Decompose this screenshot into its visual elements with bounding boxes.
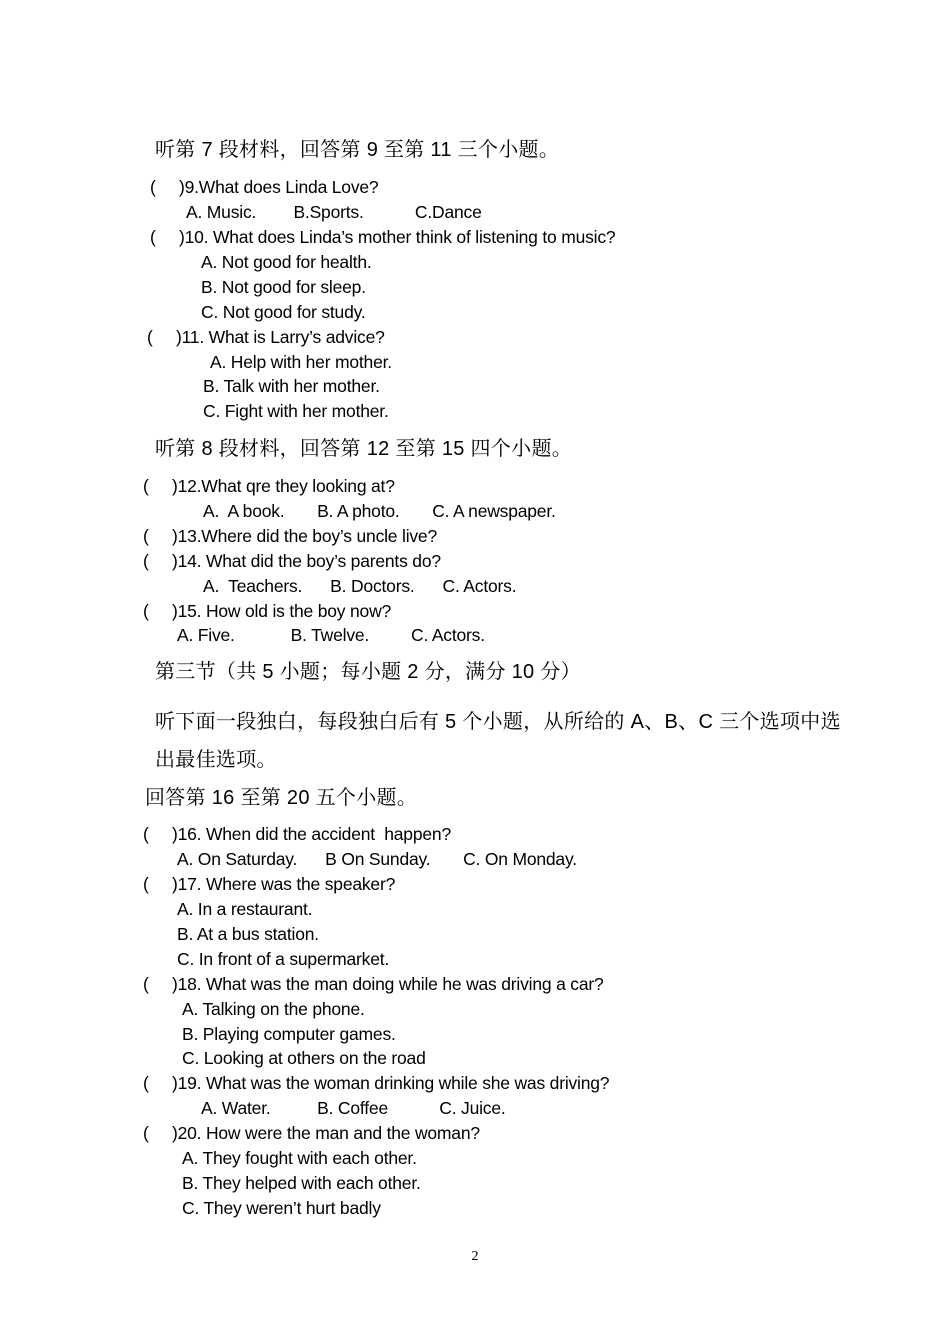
question-19: ( )19. What was the woman drinking while she was driving? [143, 1073, 610, 1093]
question-17-option-b: B. At a bus station. [177, 924, 319, 944]
part-3-instruction-line-2: 出最佳选项。 [155, 749, 277, 771]
question-18-option-b: B. Playing computer games. [182, 1024, 396, 1044]
question-13: ( )13.Where did the boy’s uncle live? [143, 526, 437, 546]
question-20-option-a: A. They fought with each other. [182, 1148, 417, 1168]
question-15: ( )15. How old is the boy now? [143, 601, 392, 621]
part-3-sub-heading: 回答第 16 至第 20 五个小题。 [145, 787, 418, 809]
question-11-option-b: B. Talk with her mother. [203, 376, 380, 396]
question-20: ( )20. How were the man and the woman? [143, 1123, 480, 1143]
question-10-option-c: C. Not good for study. [201, 302, 366, 322]
question-9-options: A. Music. B.Sports. C.Dance [186, 202, 482, 222]
question-17-option-c: C. In front of a supermarket. [177, 949, 390, 969]
question-14-options: A. Teachers. B. Doctors. C. Actors. [203, 576, 517, 596]
question-20-option-b: B. They helped with each other. [182, 1173, 421, 1193]
section-8-heading: 听第 8 段材料，回答第 12 至第 15 四个小题。 [155, 438, 573, 460]
question-18: ( )18. What was the man doing while he was driving a car? [143, 974, 604, 994]
question-10-option-a: A. Not good for health. [201, 252, 372, 272]
question-18-option-a: A. Talking on the phone. [182, 999, 365, 1019]
question-9: ( )9.What does Linda Love? [150, 177, 379, 197]
question-20-option-c: C. They weren’t hurt badly [182, 1198, 381, 1218]
question-15-options: A. Five. B. Twelve. C. Actors. [177, 625, 485, 645]
question-17: ( )17. Where was the speaker? [143, 874, 396, 894]
question-12: ( )12.What qre they looking at? [143, 476, 395, 496]
question-18-option-c: C. Looking at others on the road [182, 1048, 426, 1068]
section-7-heading: 听第 7 段材料，回答第 9 至第 11 三个小题。 [155, 139, 560, 161]
question-14: ( )14. What did the boy’s parents do? [143, 551, 441, 571]
question-10: ( )10. What does Linda’s mother think of listening to music? [150, 227, 616, 247]
question-19-options: A. Water. B. Coffee C. Juice. [201, 1098, 506, 1118]
question-11: ( )11. What is Larry’s advice? [147, 327, 385, 347]
part-3-instruction-line-1: 听下面一段独白，每段独白后有 5 个小题，从所给的 A、B、C 三个选项中选 [155, 711, 841, 733]
question-11-option-a: A. Help with her mother. [210, 352, 392, 372]
part-3-heading: 第三节（共 5 小题；每小题 2 分，满分 10 分） [155, 661, 581, 683]
page-number: 2 [471, 1249, 479, 1264]
question-12-options: A. A book. B. A photo. C. A newspaper. [203, 501, 556, 521]
question-16: ( )16. When did the accident happen? [143, 824, 451, 844]
question-10-option-b: B. Not good for sleep. [201, 277, 366, 297]
question-11-option-c: C. Fight with her mother. [203, 401, 389, 421]
question-16-options: A. On Saturday. B On Sunday. C. On Monday. [177, 849, 577, 869]
question-17-option-a: A. In a restaurant. [177, 899, 313, 919]
